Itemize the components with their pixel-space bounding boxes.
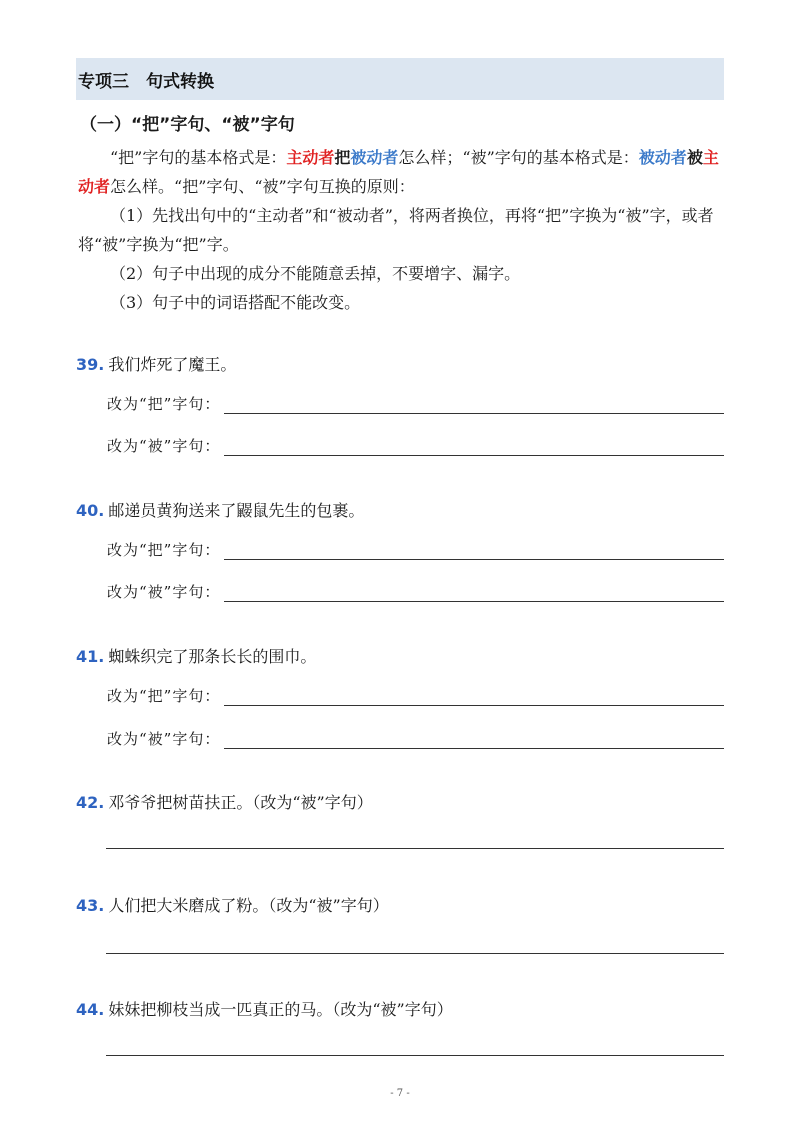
rule-text: 怎么样。“把”字句、“被”字句互换的原则： — [110, 177, 415, 196]
agent-term: 主动者 — [78, 148, 719, 196]
question-number: 43. — [76, 896, 105, 915]
question-text: 邓爷爷把树苗扶正。（改为“被”字句） — [108, 793, 373, 812]
question-text: 蜘蛛织完了那条长长的围巾。 — [108, 647, 317, 666]
answer-label: 改为“被”字句： — [107, 437, 221, 455]
page-number: - 7 - — [390, 1088, 410, 1099]
answer-row-ba — [107, 393, 724, 414]
question-43 — [76, 893, 389, 916]
answer-blank[interactable] — [224, 687, 724, 706]
question-number: 44. — [76, 1000, 105, 1019]
question-42 — [76, 790, 373, 813]
answer-label: 改为“被”字句： — [107, 730, 221, 748]
answer-blank[interactable] — [224, 583, 724, 602]
rules-block — [78, 143, 728, 317]
rule-intro — [78, 143, 728, 201]
rule-2: （2）句子中出现的成分不能随意丢掉，不要增字、漏字。 — [110, 264, 521, 283]
question-text: 妹妹把柳枝当成一匹真正的马。（改为“被”字句） — [108, 1000, 453, 1019]
answer-line[interactable] — [106, 953, 724, 954]
bei-term: 被 — [686, 148, 703, 167]
answer-line[interactable] — [106, 1055, 724, 1056]
rule-3: （3）句子中的词语搭配不能改变。 — [110, 293, 361, 312]
subsection-title: （一）“把”字句、“被”字句 — [80, 115, 295, 135]
answer-label: 改为“把”字句： — [107, 687, 221, 705]
question-text: 我们炸死了魔王。 — [108, 355, 237, 374]
answer-label: 改为“把”字句： — [107, 395, 221, 413]
question-number: 41. — [76, 647, 105, 666]
section-header-bar — [76, 58, 724, 100]
answer-blank[interactable] — [224, 437, 724, 456]
question-text: 邮递员黄狗送来了鼹鼠先生的包裹。 — [108, 501, 365, 520]
answer-blank[interactable] — [224, 395, 724, 414]
ba-term: 把 — [334, 148, 351, 167]
answer-line[interactable] — [106, 848, 724, 849]
answer-row-bei — [107, 435, 724, 456]
rule-text: “把”字句的基本格式是： — [110, 148, 287, 167]
question-text: 人们把大米磨成了粉。（改为“被”字句） — [108, 896, 389, 915]
answer-row-bei — [107, 728, 724, 749]
question-number: 40. — [76, 501, 105, 520]
page-title: 专项三 句式转换 — [78, 71, 214, 92]
question-41 — [76, 644, 316, 667]
rule-text: 怎么样；“被”字句的基本格式是： — [398, 148, 639, 167]
answer-row-ba — [107, 539, 724, 560]
rule-1: （1）先找出句中的“主动者”和“被动者”，将两者换位，再将“把”字换为“被”字，或者将“被”字换为“把”字。 — [78, 206, 714, 254]
answer-row-bei — [107, 581, 724, 602]
agent-term: 主动者 — [286, 148, 335, 167]
question-40 — [76, 498, 364, 521]
question-number: 39. — [76, 355, 105, 374]
question-39 — [76, 352, 236, 375]
answer-row-ba — [107, 685, 724, 706]
patient-term: 被动者 — [350, 148, 399, 167]
question-44 — [76, 997, 453, 1020]
answer-label: 改为“被”字句： — [107, 583, 221, 601]
answer-label: 改为“把”字句： — [107, 541, 221, 559]
patient-term: 被动者 — [638, 148, 687, 167]
answer-blank[interactable] — [224, 541, 724, 560]
answer-blank[interactable] — [224, 730, 724, 749]
question-number: 42. — [76, 793, 105, 812]
